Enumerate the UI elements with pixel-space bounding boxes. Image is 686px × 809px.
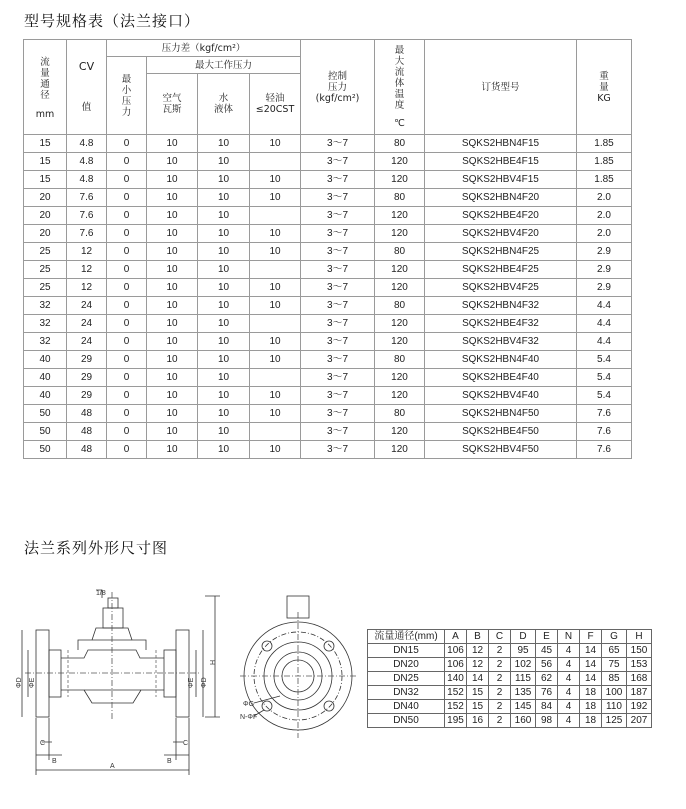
table-cell: 32: [24, 315, 67, 333]
table-cell: 0: [107, 351, 147, 369]
table-cell: 76: [536, 686, 558, 700]
table-row: [368, 644, 652, 658]
header-min-pressure: 最 小 压 力: [107, 57, 147, 135]
table-cell: 25: [24, 243, 67, 261]
table-cell: 25: [24, 279, 67, 297]
table-cell: 3～7: [301, 333, 375, 351]
table-cell: DN25: [368, 672, 445, 686]
table-cell: 4.4: [577, 333, 632, 351]
table-cell: 187: [627, 686, 652, 700]
table-cell: 40: [24, 387, 67, 405]
table-cell: 1.85: [577, 171, 632, 189]
table-cell: 0: [107, 189, 147, 207]
dim-header-cell: B: [467, 630, 489, 644]
table-cell: 18: [580, 714, 602, 728]
table-cell: 195: [445, 714, 467, 728]
table-cell: 24: [67, 315, 107, 333]
table-cell: 106: [445, 658, 467, 672]
table-cell: 14: [580, 644, 602, 658]
table-cell: 4.4: [577, 297, 632, 315]
table-cell: 0: [107, 387, 147, 405]
table-cell: 120: [375, 423, 425, 441]
label-a: A: [110, 763, 115, 770]
header-weight: 重 量 KG: [577, 40, 632, 135]
table-row: [368, 714, 652, 728]
table-cell: 106: [445, 644, 467, 658]
table-cell: 10: [198, 333, 250, 351]
table-cell: 3～7: [301, 297, 375, 315]
table-cell: 12: [467, 658, 489, 672]
table-cell: DN20: [368, 658, 445, 672]
table-cell: 207: [627, 714, 652, 728]
table-cell: 10: [198, 315, 250, 333]
table-cell: 3～7: [301, 441, 375, 459]
table-cell: 3～7: [301, 261, 375, 279]
table-cell: 20: [24, 225, 67, 243]
table-cell: SQKS2HBE4F50: [425, 423, 577, 441]
table-cell: 10: [147, 153, 198, 171]
flange-front-view: [240, 596, 356, 738]
table-cell: 80: [375, 189, 425, 207]
table-cell: 10: [198, 207, 250, 225]
table-cell: 29: [67, 387, 107, 405]
header-max-temp: 最 大 流 体 温 度 ℃: [375, 40, 425, 135]
table-cell: 12: [467, 644, 489, 658]
label-phi-g: ΦG: [243, 701, 255, 708]
table-cell: 85: [602, 672, 627, 686]
table-cell: 4.4: [577, 315, 632, 333]
table-cell: 18: [580, 700, 602, 714]
table-cell: 10: [250, 405, 301, 423]
table-cell: 120: [375, 315, 425, 333]
table-cell: SQKS2HBN4F20: [425, 189, 577, 207]
table-cell: 29: [67, 369, 107, 387]
table-cell: 120: [375, 207, 425, 225]
table-cell: 0: [107, 441, 147, 459]
table-cell: 14: [580, 658, 602, 672]
table-cell: 10: [250, 351, 301, 369]
table-cell: 2: [489, 686, 511, 700]
table-cell: 80: [375, 297, 425, 315]
table-cell: 10: [198, 387, 250, 405]
table-cell: 0: [107, 153, 147, 171]
table-cell: 10: [147, 405, 198, 423]
table-cell: 95: [511, 644, 536, 658]
table-cell: 10: [250, 243, 301, 261]
header-order-model: 订货型号: [425, 40, 577, 135]
table-cell: 32: [24, 333, 67, 351]
table-cell: 10: [147, 333, 198, 351]
table-cell: SQKS2HBV4F40: [425, 387, 577, 405]
label-phi-e-left: ΦE: [29, 677, 36, 688]
table-cell: 10: [250, 189, 301, 207]
dim-header-cell: H: [627, 630, 652, 644]
table-cell: 50: [24, 405, 67, 423]
table-cell: 3～7: [301, 405, 375, 423]
table-row: [368, 658, 652, 672]
dim-header-cell: D: [511, 630, 536, 644]
table-cell: SQKS2HBN4F25: [425, 243, 577, 261]
table-cell: 0: [107, 423, 147, 441]
dim-header-cell: A: [445, 630, 467, 644]
table-cell: 4: [558, 686, 580, 700]
table-cell: 0: [107, 225, 147, 243]
table-cell: 2.9: [577, 279, 632, 297]
table-cell: 25: [24, 261, 67, 279]
table-cell: SQKS2HBV4F50: [425, 441, 577, 459]
table-cell: 24: [67, 333, 107, 351]
table-cell: 153: [627, 658, 652, 672]
table-cell: 56: [536, 658, 558, 672]
table-cell: 3～7: [301, 189, 375, 207]
table-cell: 10: [147, 189, 198, 207]
table-cell: 10: [198, 297, 250, 315]
table-cell: 10: [198, 279, 250, 297]
table-cell: 32: [24, 297, 67, 315]
table-cell: 2: [489, 700, 511, 714]
table-cell: 152: [445, 700, 467, 714]
table-cell: 0: [107, 135, 147, 153]
header-pressure-diff: 压力差（kgf/cm²）: [107, 40, 301, 57]
table-cell: 3～7: [301, 315, 375, 333]
spec-table-title: 型号规格表（法兰接口）: [24, 12, 201, 30]
table-cell: 7.6: [577, 441, 632, 459]
table-cell: 4: [558, 714, 580, 728]
table-cell: 16: [467, 714, 489, 728]
table-cell: 160: [511, 714, 536, 728]
table-cell: SQKS2HBV4F20: [425, 225, 577, 243]
table-cell: 10: [198, 225, 250, 243]
dim-header-cell: 流量通径(mm): [368, 630, 445, 644]
table-cell: 0: [107, 315, 147, 333]
dim-header-cell: N: [558, 630, 580, 644]
table-cell: 150: [627, 644, 652, 658]
table-cell: 14: [467, 672, 489, 686]
table-cell: 120: [375, 171, 425, 189]
table-cell: 80: [375, 405, 425, 423]
table-cell: 4: [558, 700, 580, 714]
table-cell: 65: [602, 644, 627, 658]
table-cell: 0: [107, 405, 147, 423]
table-cell: 48: [67, 441, 107, 459]
header-dn: 流 量 通 径 mm: [24, 40, 67, 135]
table-row: [368, 700, 652, 714]
table-cell: 98: [536, 714, 558, 728]
table-cell: 120: [375, 441, 425, 459]
table-cell: 10: [147, 315, 198, 333]
table-cell: 10: [250, 135, 301, 153]
table-cell: 10: [198, 171, 250, 189]
label-b-left: B: [52, 758, 57, 765]
table-cell: 10: [250, 333, 301, 351]
table-cell: 50: [24, 441, 67, 459]
table-cell: 2: [489, 644, 511, 658]
drawing-title: 法兰系列外形尺寸图: [24, 539, 169, 557]
header-air: 空气 瓦斯: [147, 74, 198, 135]
table-cell: 135: [511, 686, 536, 700]
label-c-left: C: [40, 740, 46, 747]
table-cell: 7.6: [67, 189, 107, 207]
table-cell: 10: [198, 135, 250, 153]
table-cell: DN50: [368, 714, 445, 728]
label-phi-d-left: ΦD: [16, 677, 23, 688]
table-cell: 0: [107, 333, 147, 351]
table-cell: 4.8: [67, 153, 107, 171]
table-cell: 84: [536, 700, 558, 714]
table-cell: 20: [24, 189, 67, 207]
table-cell: 12: [67, 261, 107, 279]
table-cell: SQKS2HBE4F40: [425, 369, 577, 387]
table-cell: 75: [602, 658, 627, 672]
label-h: H: [210, 659, 217, 665]
table-cell: 3～7: [301, 387, 375, 405]
header-cv: CV 值: [67, 40, 107, 135]
table-cell: 2: [489, 672, 511, 686]
table-cell: SQKS2HBE4F15: [425, 153, 577, 171]
table-cell: 120: [375, 153, 425, 171]
table-cell: 80: [375, 243, 425, 261]
table-cell: 4.8: [67, 171, 107, 189]
dimension-table: [367, 629, 652, 728]
table-cell: 102: [511, 658, 536, 672]
table-cell: SQKS2HBN4F32: [425, 297, 577, 315]
table-cell: 10: [198, 261, 250, 279]
table-cell: 3～7: [301, 279, 375, 297]
table-cell: 0: [107, 369, 147, 387]
table-cell: 3～7: [301, 351, 375, 369]
table-cell: 10: [250, 171, 301, 189]
label-port: 1/8: [96, 590, 106, 597]
table-cell: 10: [147, 243, 198, 261]
table-cell: 7.6: [577, 405, 632, 423]
header-control-pressure: 控制 压力 (kgf/cm²): [301, 40, 375, 135]
table-cell: 48: [67, 405, 107, 423]
table-cell: 62: [536, 672, 558, 686]
table-cell: 29: [67, 351, 107, 369]
table-cell: 2: [489, 658, 511, 672]
table-cell: 3～7: [301, 135, 375, 153]
table-cell: 125: [602, 714, 627, 728]
table-row: [368, 672, 652, 686]
table-cell: 3～7: [301, 369, 375, 387]
table-cell: 7.6: [67, 225, 107, 243]
table-cell: 10: [198, 369, 250, 387]
table-cell: SQKS2HBV4F15: [425, 171, 577, 189]
table-row: [368, 686, 652, 700]
table-cell: 10: [147, 261, 198, 279]
table-cell: 2: [489, 714, 511, 728]
table-cell: SQKS2HBE4F32: [425, 315, 577, 333]
table-cell: 145: [511, 700, 536, 714]
table-cell: 110: [602, 700, 627, 714]
table-cell: 10: [147, 135, 198, 153]
table-cell: 10: [198, 153, 250, 171]
right-flange: [176, 630, 189, 717]
table-cell: 4: [558, 644, 580, 658]
table-cell: 5.4: [577, 351, 632, 369]
table-cell: SQKS2HBN4F15: [425, 135, 577, 153]
table-cell: 10: [147, 387, 198, 405]
table-cell: 2.0: [577, 225, 632, 243]
table-cell: 10: [147, 351, 198, 369]
table-cell: SQKS2HBE4F25: [425, 261, 577, 279]
table-cell: 0: [107, 279, 147, 297]
table-cell: 3～7: [301, 153, 375, 171]
table-cell: SQKS2HBN4F40: [425, 351, 577, 369]
table-cell: 10: [147, 441, 198, 459]
table-cell: SQKS2HBE4F20: [425, 207, 577, 225]
label-phi-e-right: ΦE: [188, 677, 195, 688]
table-cell: 4: [558, 672, 580, 686]
table-cell: 15: [24, 135, 67, 153]
dimension-table-header: [368, 630, 652, 644]
table-cell: DN40: [368, 700, 445, 714]
table-cell: 10: [198, 189, 250, 207]
dim-header-cell: C: [489, 630, 511, 644]
table-cell: 15: [24, 153, 67, 171]
table-cell: 10: [250, 441, 301, 459]
table-cell: DN15: [368, 644, 445, 658]
table-cell: 0: [107, 171, 147, 189]
table-cell: 10: [147, 207, 198, 225]
dim-header-cell: F: [580, 630, 602, 644]
left-flange: [36, 630, 49, 717]
table-cell: 40: [24, 351, 67, 369]
table-cell: 80: [375, 135, 425, 153]
solenoid-head: [103, 608, 123, 628]
table-cell: 7.6: [577, 423, 632, 441]
table-cell: 4.8: [67, 135, 107, 153]
table-cell: 12: [67, 279, 107, 297]
table-cell: SQKS2HBN4F50: [425, 405, 577, 423]
table-cell: 24: [67, 297, 107, 315]
table-cell: 10: [147, 279, 198, 297]
table-cell: 40: [24, 369, 67, 387]
table-cell: 120: [375, 369, 425, 387]
table-cell: 10: [147, 225, 198, 243]
table-cell: 10: [250, 387, 301, 405]
table-cell: 18: [580, 686, 602, 700]
table-cell: 3～7: [301, 423, 375, 441]
table-cell: 10: [147, 171, 198, 189]
table-cell: SQKS2HBV4F25: [425, 279, 577, 297]
dim-header-cell: G: [602, 630, 627, 644]
table-cell: 10: [250, 225, 301, 243]
table-cell: 10: [250, 279, 301, 297]
table-cell: 12: [67, 243, 107, 261]
table-cell: 3～7: [301, 207, 375, 225]
label-n-phi-f: N-ΦF: [240, 714, 258, 721]
header-max-working-pressure: 最大工作压力: [147, 57, 301, 74]
dimension-table-body: [368, 644, 652, 728]
table-cell: 120: [375, 225, 425, 243]
label-c-right: C: [183, 740, 189, 747]
table-cell: 4: [558, 658, 580, 672]
table-cell: 0: [107, 243, 147, 261]
table-cell: 2.0: [577, 207, 632, 225]
table-cell: 0: [107, 297, 147, 315]
table-cell: 3～7: [301, 225, 375, 243]
table-cell: 120: [375, 333, 425, 351]
table-cell: 2.0: [577, 189, 632, 207]
table-cell: 10: [198, 423, 250, 441]
table-cell: 140: [445, 672, 467, 686]
table-cell: 3～7: [301, 171, 375, 189]
table-cell: 10: [198, 405, 250, 423]
table-cell: 0: [107, 207, 147, 225]
table-cell: 1.85: [577, 153, 632, 171]
table-cell: 10: [147, 369, 198, 387]
table-cell: 115: [511, 672, 536, 686]
table-cell: 120: [375, 279, 425, 297]
header-water: 水 液体: [198, 74, 250, 135]
table-cell: 10: [198, 441, 250, 459]
table-cell: 10: [147, 423, 198, 441]
table-cell: 10: [198, 243, 250, 261]
table-cell: 15: [467, 686, 489, 700]
table-cell: 15: [467, 700, 489, 714]
table-cell: 2.9: [577, 243, 632, 261]
table-cell: 2.9: [577, 261, 632, 279]
table-cell: 45: [536, 644, 558, 658]
table-cell: 120: [375, 387, 425, 405]
table-cell: 48: [67, 423, 107, 441]
table-cell: 120: [375, 261, 425, 279]
table-cell: 80: [375, 351, 425, 369]
table-cell: 192: [627, 700, 652, 714]
table-cell: 14: [580, 672, 602, 686]
table-cell: 1.85: [577, 135, 632, 153]
table-cell: 10: [198, 351, 250, 369]
table-cell: 168: [627, 672, 652, 686]
table-cell: 152: [445, 686, 467, 700]
table-cell: SQKS2HBV4F32: [425, 333, 577, 351]
label-phi-d-right: ΦD: [201, 677, 208, 688]
table-cell: 7.6: [67, 207, 107, 225]
table-cell: 15: [24, 171, 67, 189]
table-cell: 5.4: [577, 369, 632, 387]
table-cell: 0: [107, 261, 147, 279]
table-cell: 50: [24, 423, 67, 441]
label-b-right: B: [167, 758, 172, 765]
table-cell: 10: [250, 297, 301, 315]
table-cell: DN32: [368, 686, 445, 700]
table-cell: 3～7: [301, 243, 375, 261]
table-cell: 20: [24, 207, 67, 225]
dim-header-cell: E: [536, 630, 558, 644]
header-oil: 轻油 ≤20CST: [250, 74, 301, 135]
table-cell: 100: [602, 686, 627, 700]
table-cell: 10: [147, 297, 198, 315]
table-cell: 5.4: [577, 387, 632, 405]
